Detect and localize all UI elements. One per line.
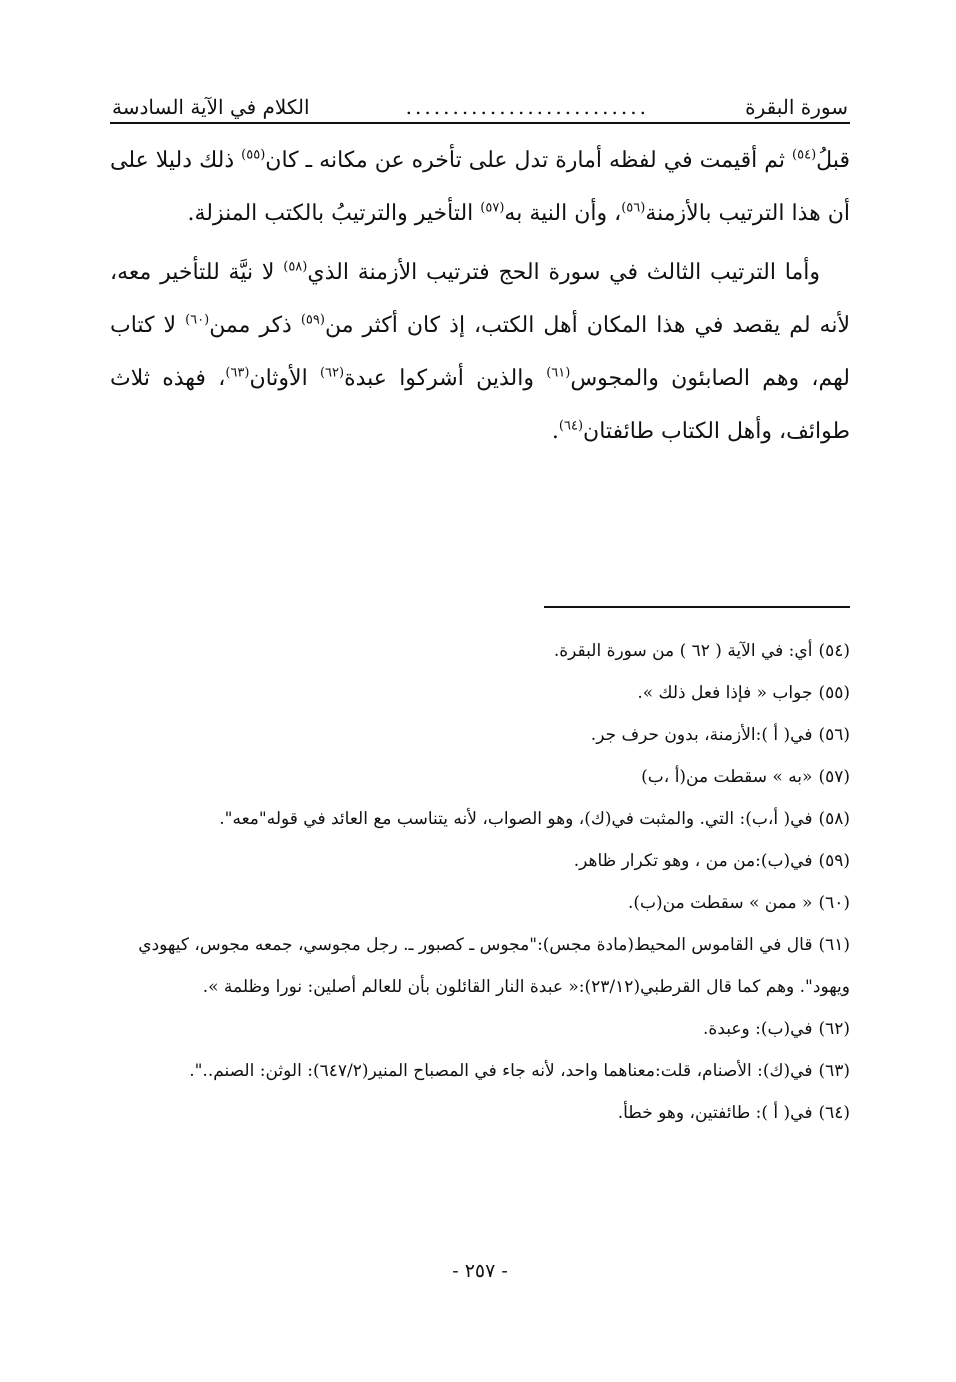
footnote bbox=[110, 672, 850, 714]
footnote-marker: (٥٦) bbox=[621, 200, 646, 216]
body-text-segment: قبلُ bbox=[816, 148, 850, 173]
footnote bbox=[110, 1008, 850, 1050]
header-surah: سورة البقرة bbox=[745, 95, 848, 119]
footnote bbox=[110, 1050, 850, 1092]
paragraph-1 bbox=[110, 134, 850, 240]
body-text-segment: لا كتاب لهم، وهم الصابئون والمجوس bbox=[110, 313, 851, 391]
body-text-segment: ذكر ممن bbox=[209, 313, 301, 338]
running-header bbox=[110, 92, 850, 124]
body-text-segment: التأخير والترتيبُ بالكتب المنزلة. bbox=[187, 201, 481, 226]
footnote-number: (٥٩) bbox=[818, 851, 850, 871]
footnote-number: (٥٨) bbox=[818, 809, 850, 829]
footnote-text: في( أ ):الأزمنة، بدون حرف جر. bbox=[590, 725, 813, 745]
footnote-marker: (٥٧) bbox=[480, 200, 505, 216]
footnote-number: (٥٥) bbox=[818, 683, 850, 703]
footnote bbox=[110, 714, 850, 756]
body-text-segment: ، وأن النية به bbox=[504, 201, 622, 226]
footnote-text: في(ب): وعبدة. bbox=[703, 1019, 813, 1039]
footnote-text: في(ك): الأصنام، قلت:معناهما واحد، لأنه جاء في المصباح المنير(٦٤٧/٢): الوثن: الصنم..". bbox=[189, 1061, 813, 1081]
body-text-segment: الأوثان bbox=[249, 366, 320, 391]
footnote-marker: (٥٨) bbox=[283, 259, 308, 275]
footnote-marker: (٥٤) bbox=[792, 147, 817, 163]
body-text-segment: وأما الترتيب الثالث في سورة الحج فترتيب الأزمنة الذي bbox=[307, 260, 821, 285]
footnotes bbox=[110, 630, 850, 1134]
footnote-marker: (٥٩) bbox=[300, 312, 325, 328]
body-text-segment: لا نيَّة للتأخير معه، لأنه لم يقصد في هذا المكان أهل الكتب، إذ كان أكثر من bbox=[110, 260, 850, 338]
page bbox=[110, 92, 850, 1292]
footnote-text: جواب « فإذا فعل ذلك ». bbox=[637, 683, 813, 703]
footnote-text: في(ب):من من ، وهو تكرار ظاهر. bbox=[573, 851, 813, 871]
footnote bbox=[110, 924, 850, 1008]
page-number: - ٢٥٧ - bbox=[452, 1260, 508, 1282]
footnote-marker: (٦١) bbox=[546, 365, 571, 381]
footnote-text: في( أ،ب): التي. والمثبت في(ك)، وهو الصواب، لأنه يتناسب مع العائد في قوله"معه". bbox=[219, 809, 813, 829]
footnote bbox=[110, 756, 850, 798]
footnote bbox=[110, 798, 850, 840]
footnote-number: (٥٤) bbox=[818, 641, 850, 661]
footnote-marker: (٦٤) bbox=[558, 418, 584, 434]
body-text-segment: . bbox=[551, 419, 559, 444]
footnote-number: (٦٣) bbox=[818, 1061, 850, 1081]
footnote bbox=[110, 840, 850, 882]
footnote-text: أي: في الآية ( ٦٢ ) من سورة البقرة. bbox=[553, 641, 813, 661]
body-text-segment: ثم أقيمت في لفظه أمارة تدل على تأخره عن مكانه ـ كان bbox=[265, 148, 793, 173]
footnote-number: (٥٧) bbox=[818, 767, 850, 787]
footnote-text: « ممن » سقطت من(ب). bbox=[627, 893, 813, 913]
footnote-number: (٥٦) bbox=[818, 725, 850, 745]
main-text bbox=[110, 134, 850, 458]
footnote-text: في( أ ): طائفتين، وهو خطأ. bbox=[617, 1103, 813, 1123]
footnote-separator bbox=[544, 606, 850, 608]
footnote-marker: (٦٠) bbox=[185, 312, 210, 328]
footnote-number: (٦٢) bbox=[818, 1019, 850, 1039]
header-dots: .......................... bbox=[405, 95, 649, 119]
footnote bbox=[110, 882, 850, 924]
footnote bbox=[110, 1092, 850, 1134]
footnote-marker: (٥٥) bbox=[241, 147, 266, 163]
footnote-marker: (٦٣) bbox=[225, 365, 250, 381]
body-text-segment: ، فهذه ثلاث طوائف، وأهل الكتاب طائفتان bbox=[110, 366, 850, 444]
body-text-segment: ذلك دليلا على أن هذا الترتيب بالأزمنة bbox=[110, 148, 850, 226]
footnote-number: (٦٤) bbox=[818, 1103, 850, 1123]
header-title: الكلام في الآية السادسة bbox=[112, 95, 310, 119]
body-text-segment: والذين أشركوا عبدة bbox=[344, 366, 547, 391]
footnote-marker: (٦٢) bbox=[319, 365, 345, 381]
footnote-number: (٦٠) bbox=[818, 893, 850, 913]
footnote bbox=[110, 630, 850, 672]
footnote-number: (٦١) bbox=[818, 935, 850, 955]
footnote-text: قال في القاموس المحيط(مادة مجس):"مجوس ـ كصبور ـ. رجل مجوسي، جمعه مجوس، كيهودي ويهود". وهم كما قال القرطبي(٢٣/١٢):« عبدة النار القائلون بأن للعالم أصلين: نورا وظلمة ». bbox=[138, 935, 850, 997]
footnote-text: «به » سقطت من(أ ،ب) bbox=[641, 767, 813, 787]
paragraph-2 bbox=[110, 246, 850, 458]
